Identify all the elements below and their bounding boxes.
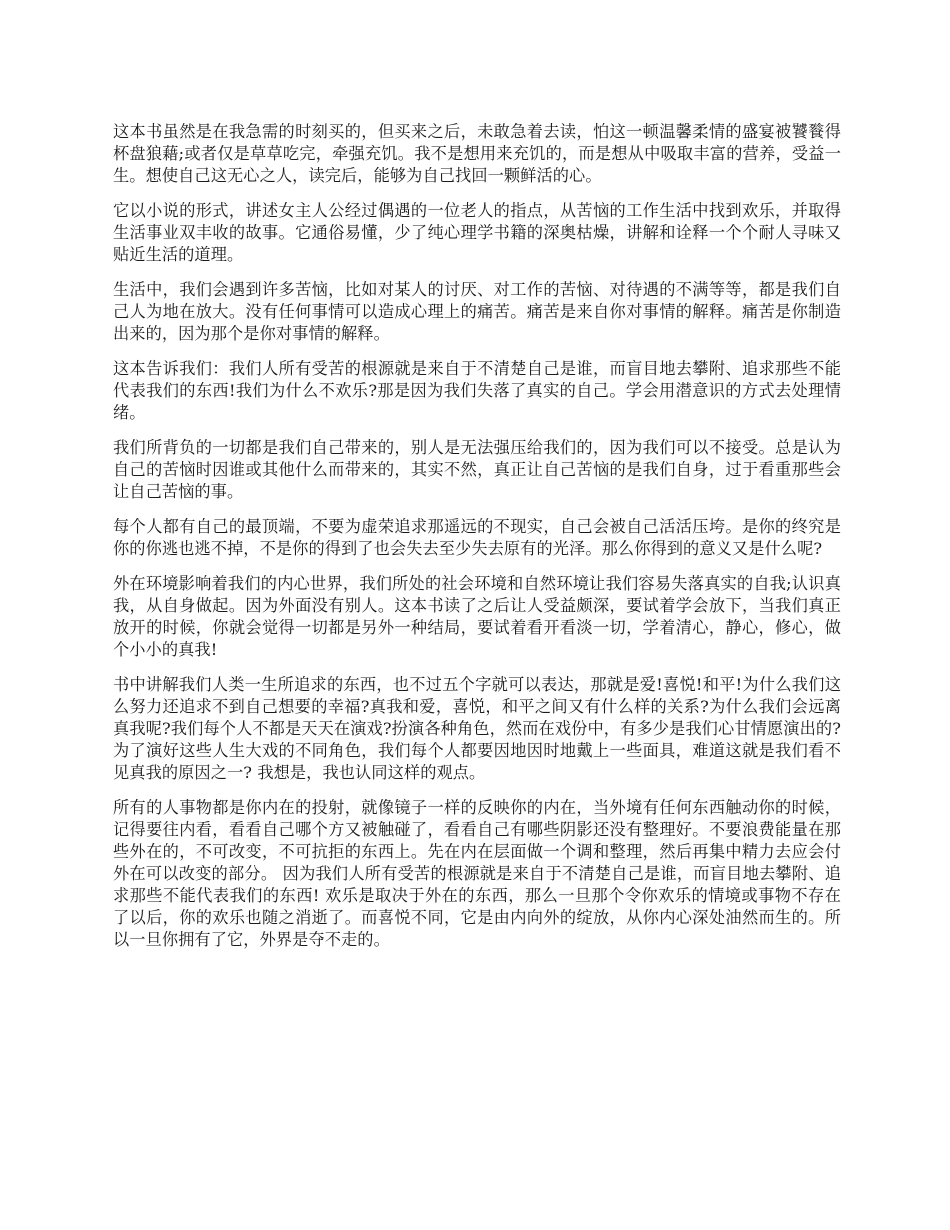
paragraph-7: 外在环境影响着我们的内心世界，我们所处的社会环境和自然环境让我们容易失落真实的自我;认识真我，从自身做起。因为外面没有别人。这本书读了之后让人受益颇深，要试着学会放下，当我们真正放开的时候，你就会觉得一切都是另外一种结局，要试着看开看淡一切，学着清心，静心，修心，做个小小的真我! xyxy=(113,574,841,659)
paragraph-4: 这本告诉我们：我们人所有受苦的根源就是来自于不清楚自己是谁，而盲目地去攀附、追求那些不能代表我们的东西!我们为什么不欢乐?那是因为我们失落了真实的自己。学会用潜意识的方式去处理情绪。 xyxy=(113,359,841,422)
paragraph-6: 每个人都有自己的最顶端，不要为虚荣追求那遥远的不现实，自己会被自己活活压垮。是你的终究是你的你逃也逃不掉，不是你的得到了也会失去至少失去原有的光泽。那么你得到的意义又是什么呢? xyxy=(113,517,841,558)
paragraph-5: 我们所背负的一切都是我们自己带来的，别人是无法强压给我们的，因为我们可以不接受。总是认为自己的苦恼时因谁或其他什么而带来的，其实不然，真正让自己苦恼的是我们自身，过于看重那些会让自己苦恼的事。 xyxy=(113,438,841,501)
paragraph-2: 它以小说的形式，讲述女主人公经过偶遇的一位老人的指点，从苦恼的工作生活中找到欢乐，并取得生活事业双丰收的故事。它通俗易懂，少了纯心理学书籍的深奥枯燥，讲解和诠释一个个耐人寻味又贴近生活的道理。 xyxy=(113,201,841,264)
paragraph-1: 这本书虽然是在我急需的时刻买的，但买来之后，未敢急着去读，怕这一顿温馨柔情的盛宴被饕餮得杯盘狼藉;或者仅是草草吃完，牵强充饥。我不是想用来充饥的，而是想从中吸取丰富的营养，受益一生。想使自己这无心之人，读完后，能够为自己找回一颗鲜活的心。 xyxy=(113,122,841,185)
paragraph-8: 书中讲解我们人类一生所追求的东西，也不过五个字就可以表达，那就是爱!喜悦!和平!为什么我们这么努力还追求不到自己想要的幸福?真我和爱，喜悦，和平之间又有什么样的关系?为什么我们会远离真我呢?我们每个人不都是天天在演戏?扮演各种角色，然而在戏份中，有多少是我们心甘情愿演出的?为了演好这些人生大戏的不同角色，我们每个人都要因地因时地戴上一些面具，难道这就是我们看不见真我的原因之一? 我想是，我也认同这样的观点。 xyxy=(113,675,841,782)
document-body xyxy=(113,121,841,964)
paragraph-9: 所有的人事物都是你内在的投射，就像镜子一样的反映你的内在，当外境有任何东西触动你的时候，记得要往内看，看看自己哪个方又被触碰了，看看自己有哪些阴影还没有整理好。不要浪费能量在那些外在的，不可改变，不可抗拒的东西上。先在内在层面做一个调和整理，然后再集中精力去应会付外在可以改变的部分。 因为我们人所有受苦的根源就是来自于不清楚自己是谁，而盲目地去攀附、追求那些不能代表我们的东西! 欢乐是取决于外在的东西，那么一旦那个令你欢乐的情境或事物不存在了以后，你的欢乐也随之消逝了。而喜悦不同，它是由内向外的绽放，从你内心深处油然而生的。所以一旦你拥有了它，外界是夺不走的。 xyxy=(113,798,841,949)
paragraph-3: 生活中，我们会遇到许多苦恼，比如对某人的讨厌、对工作的苦恼、对待遇的不满等等，都是我们自己人为地在放大。没有任何事情可以造成心理上的痛苦。痛苦是来自你对事情的解释。痛苦是你制造出来的，因为那个是你对事情的解释。 xyxy=(113,280,841,343)
